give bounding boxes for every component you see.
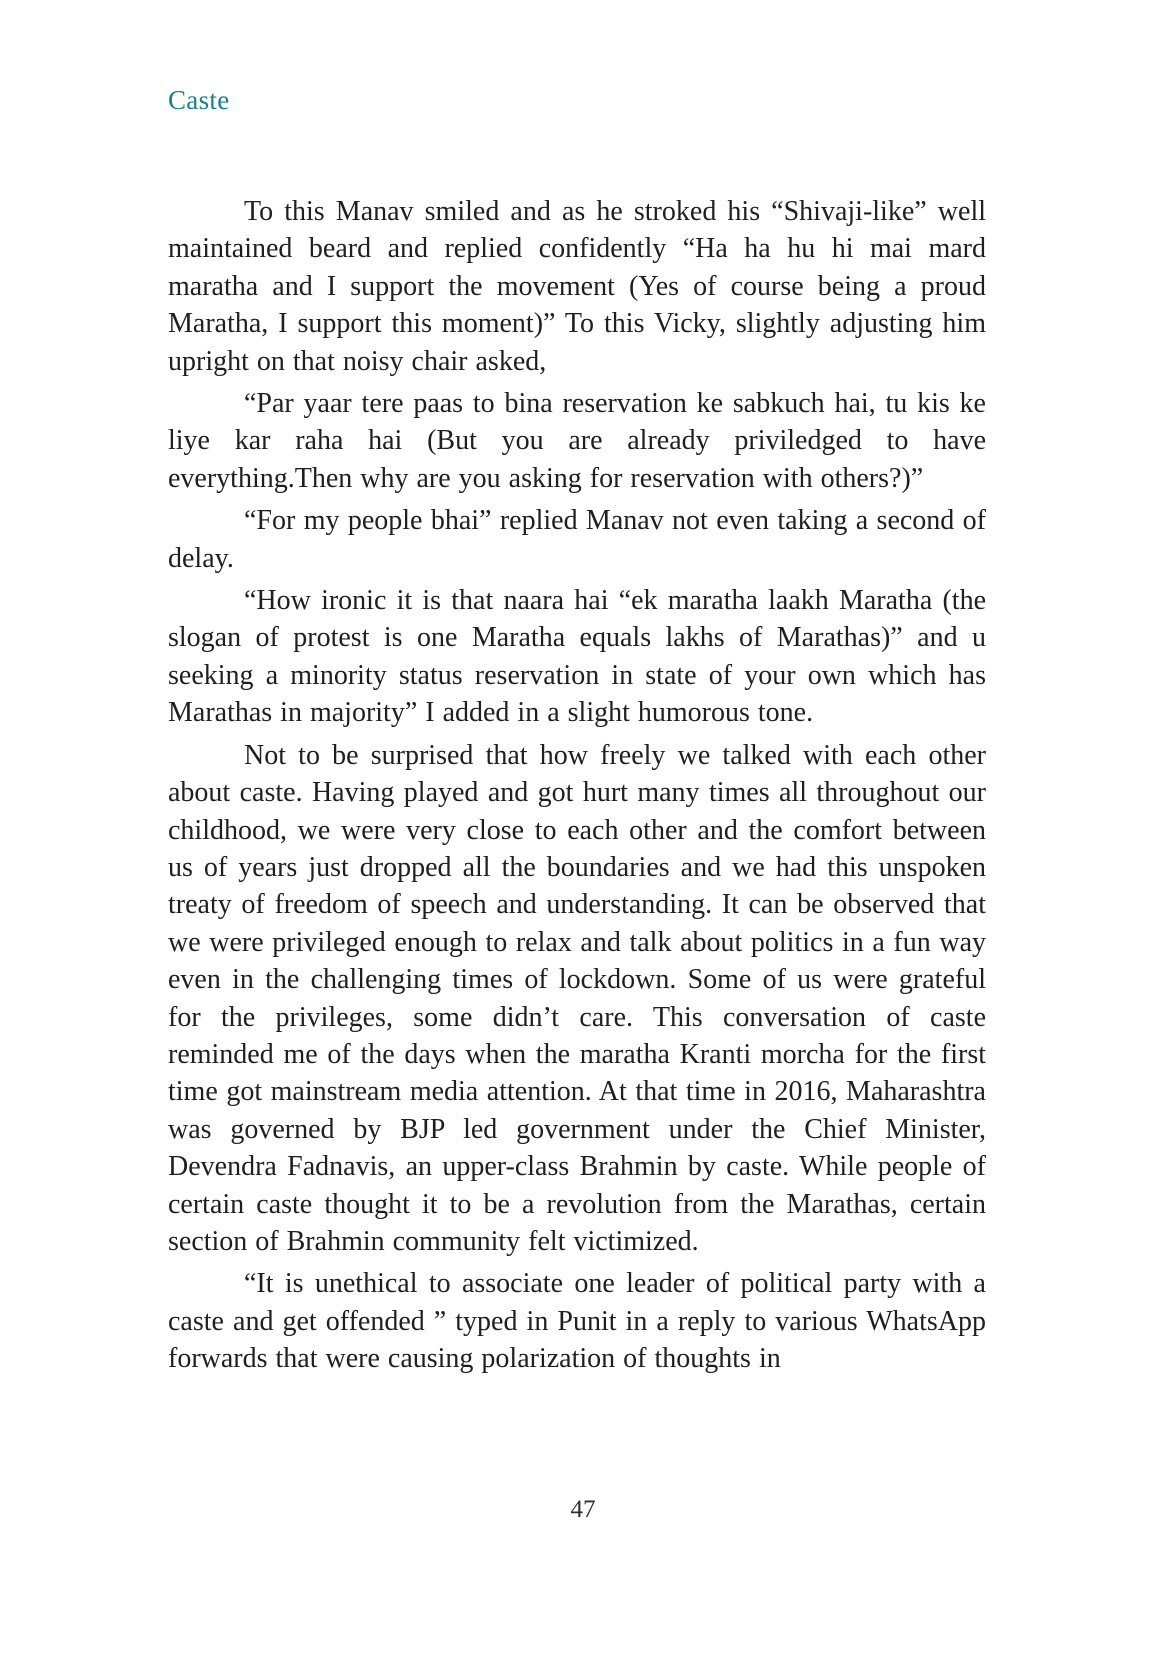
paragraph: Not to be surprised that how freely we talked with each other about caste. Having played and got hurt many times all throughout our childhood, we were very close to each other and the comfort between us of years just dropped all the boundaries and we had this unspoken treaty of freedom of speech and understanding. It can be observed that we were privileged enough to relax and talk about politics in a fun way even in the challenging times of lockdown. Some of us were grateful for the privileges, some didn’t care. This conversation of caste reminded me of the days when the maratha Kranti morcha for the first time got mainstream media attention. At that time in 2016, Maharashtra was governed by BJP led government under the Chief Minister, Devendra Fadnavis, an upper-class Brahmin by caste. While people of certain caste thought it to be a revolution from the Marathas, certain section of Brahmin community felt victimized. — [168, 739, 986, 1257]
paragraph: “How ironic it is that naara hai “ek maratha laakh Maratha (the slogan of protest is one Maratha equals lakhs of Marathas)” and u seeking a minority status reservation in state of your own which has Marathas in majority” I added in a slight humorous tone. — [168, 585, 986, 729]
paragraph: “Par yaar tere paas to bina reservation ke sabkuch hai, tu kis ke liye kar raha hai (But you are already priviledged to have everything.Then why are you asking for reservation with others?)” — [168, 388, 986, 494]
body-text — [168, 193, 986, 1383]
page-number: 47 — [570, 1496, 596, 1523]
paragraph: To this Manav smiled and as he stroked his “Shivaji-like” well maintained beard and replied confidently “Ha ha hu hi mai mard maratha and I support the movement (Yes of course being a proud Maratha, I support this moment)” To this Vicky, slightly adjusting him upright on that noisy chair asked, — [168, 196, 986, 377]
paragraph: “For my people bhai” replied Manav not even taking a second of delay. — [168, 505, 986, 574]
chapter-running-head: Caste — [168, 85, 230, 115]
paragraph: “It is unethical to associate one leader of political party with a caste and get offended ” typed in Punit in a reply to various WhatsApp forwards that were causing polarization of thoughts in — [168, 1268, 986, 1375]
